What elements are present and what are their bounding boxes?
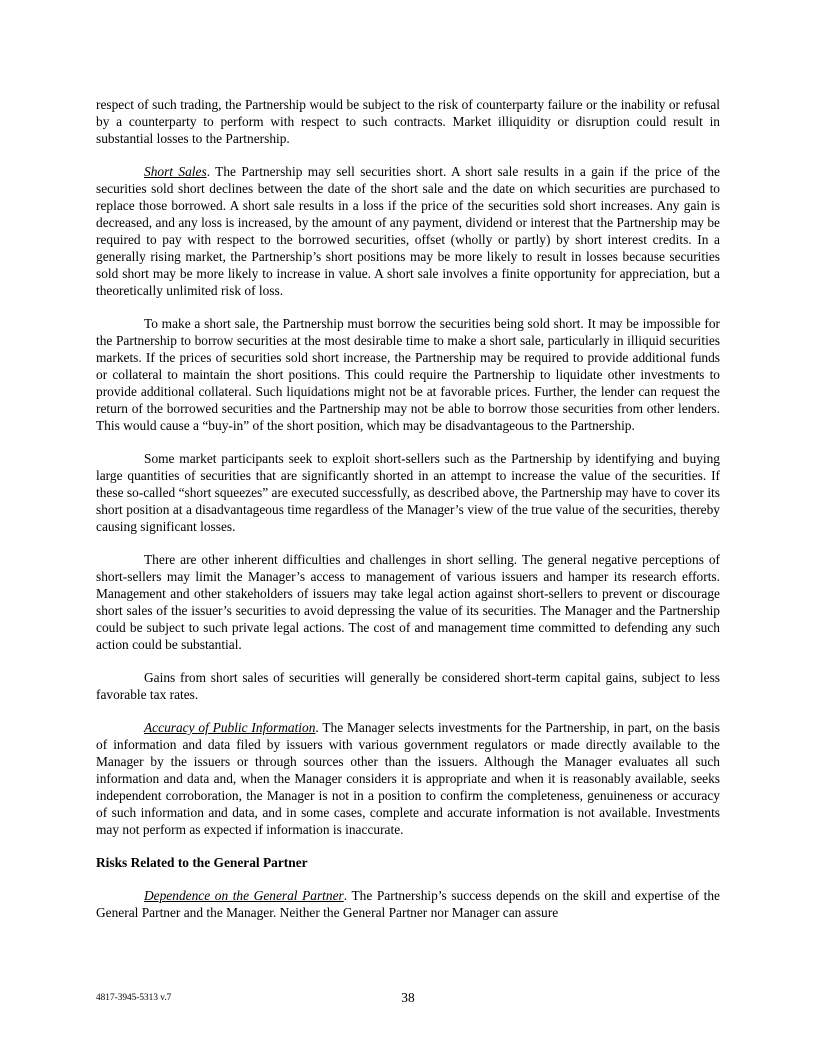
footer-document-id: 4817-3945-5313 v.7 — [96, 993, 172, 1003]
section-heading-general-partner: Risks Related to the General Partner — [96, 855, 308, 870]
accuracy-public-info-body: . The Manager selects investments for the Partnership, in part, on the basis of information and data filed by issuers with various government regulators or made directly available to the Manager by the issuers or through sources other than the issuers. Although the Manager evaluates all such information and data and, when the Manager considers it is appropriate and when it is reasonably available, seeks independent corroboration, the Manager is not in a position to confirm the completeness, genuineness or accuracy of such information and data, and in some cases, complete and accurate information is not available. Investments may not perform as expected if information is inaccurate. — [96, 720, 720, 837]
paragraph-short-selling-challenges: There are other inherent difficulties and challenges in short selling. The general negative perceptions of short-sellers may limit the Manager’s access to management of various issuers and hamper its research efforts. Management and other stakeholders of issuers may take legal action against short-sellers to prevent or discourage short sales of the issuer’s securities to avoid depressing the value of its securities. The Manager and the Partnership could be subject to such private legal actions. The cost of and management time committed to defending any such action could be substantial. — [96, 552, 720, 652]
paragraph-tax-rates: Gains from short sales of securities will generally be considered short-term capital gains, subject to less favorable tax rates. — [96, 670, 720, 702]
paragraph-dependence-general-partner — [96, 887, 720, 921]
accuracy-public-info-heading: Accuracy of Public Information — [144, 720, 316, 735]
dependence-general-partner-heading: Dependence on the General Partner — [144, 888, 344, 903]
paragraph-accuracy-public-info — [96, 719, 720, 838]
short-sales-heading: Short Sales — [144, 164, 207, 179]
short-sales-body: . The Partnership may sell securities short. A short sale results in a gain if the price of the securities sold short declines between the date of the short sale and the date on which securities are purchased to replace those borrowed. A short sale results in a loss if the price of the securities sold short increases. Any gain is decreased, and any loss is increased, by the amount of any payment, dividend or interest that the Partnership may be required to pay with respect to the borrowed securities, offset (wholly or partly) by short interest credits. In a generally rising market, the Partnership’s short positions may be more likely to result in losses because securities sold short may be more likely to increase in value. A short sale involves a finite opportunity for appreciation, but a theoretically unlimited risk of loss. — [96, 164, 720, 298]
document-page — [96, 96, 720, 937]
footer-page-number: 38 — [401, 990, 415, 1005]
paragraph-short-sales — [96, 163, 720, 299]
paragraph-counterparty-continuation: respect of such trading, the Partnership would be subject to the risk of counterparty failure or the inability or refusal by a counterparty to perform with respect to such contracts. Market illiquidity or disruption could result in substantial losses to the Partnership. — [96, 97, 720, 146]
paragraph-short-squeezes: Some market participants seek to exploit short-sellers such as the Partnership by identifying and buying large quantities of securities that are significantly shorted in an attempt to increase the value of the securities. If these so-called “short squeezes” are executed successfully, as described above, the Partnership may have to cover its short position at a disadvantageous time regardless of the Manager’s view of the true value of the securities, thereby causing significant losses. — [96, 451, 720, 534]
dependence-general-partner-body: . The Partnership’s success depends on the skill and expertise of the General Partner and the Manager. Neither the General Partner nor Manager can assure — [96, 888, 720, 920]
paragraph-borrowing-securities: To make a short sale, the Partnership must borrow the securities being sold short. It may be impossible for the Partnership to borrow securities at the most desirable time to make a short sale, particularly in illiquid securities markets. If the prices of securities sold short increase, the Partnership may be required to provide additional funds or collateral to maintain the short positions. This could require the Partnership to liquidate other investments to provide additional collateral. Such liquidations might not be at favorable prices. Further, the lender can request the return of the borrowed securities and the Partnership may not be able to borrow those securities from other lenders. This would cause a “buy-in” of the short position, which may be disadvantageous to the Partnership. — [96, 316, 720, 433]
